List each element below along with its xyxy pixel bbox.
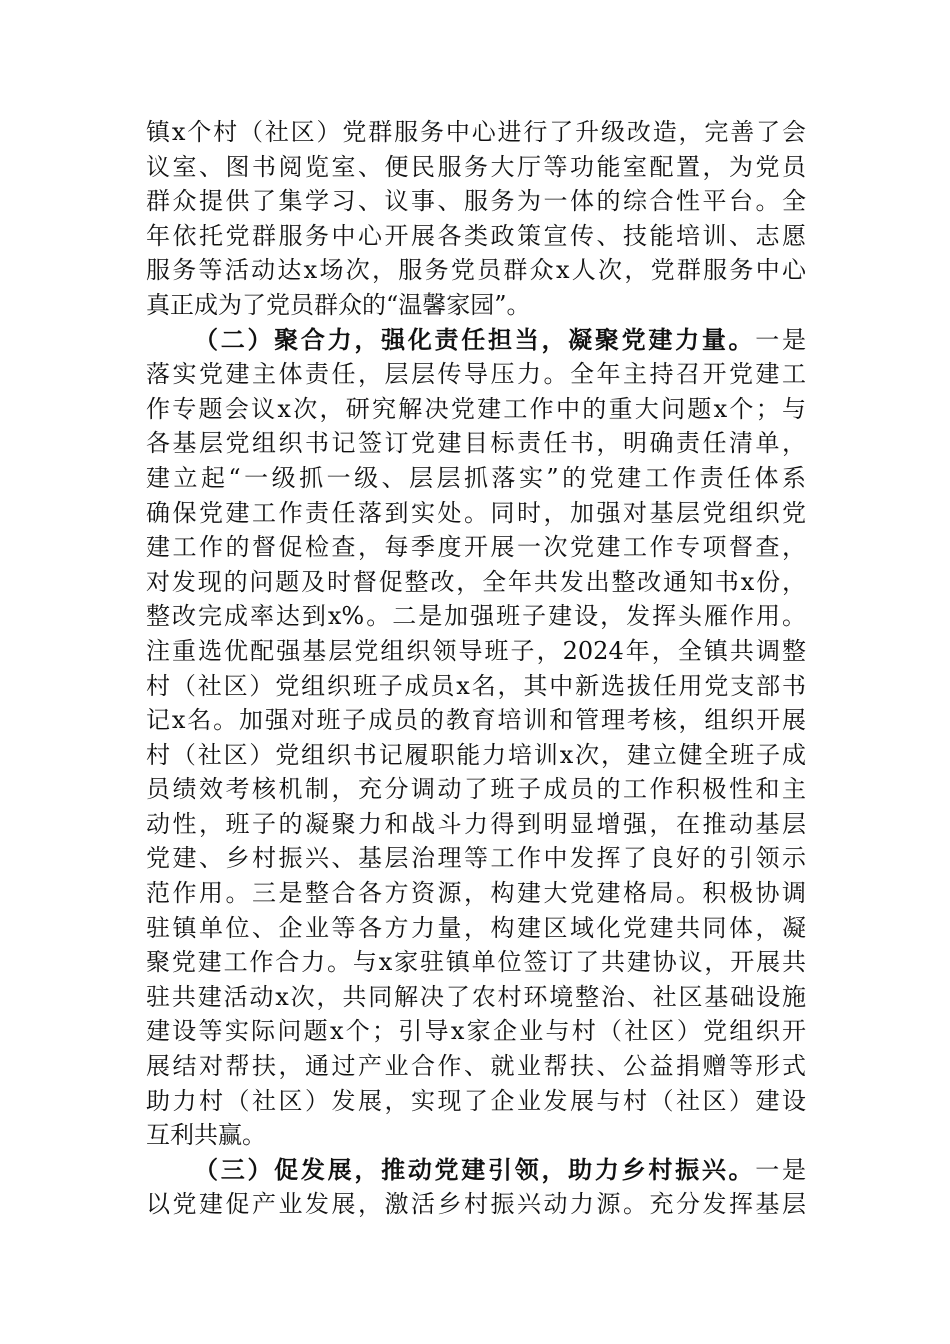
p2-line-6: 建工作的督促检查，每季度开展一次党建工作专项督查， bbox=[146, 533, 806, 562]
p2-line-18: 聚党建工作合力。与x家驻镇单位签订了共建协议，开展共 bbox=[146, 948, 806, 977]
p2-line-11: 记x名。加强对班子成员的教育培训和管理考核，组织开展 bbox=[146, 706, 806, 735]
p2-first-line-rest: 一是 bbox=[755, 325, 807, 354]
p2-line-20: 建设等实际问题x个；引导x家企业与村（社区）党组织开 bbox=[146, 1017, 806, 1046]
section-heading-2: （二）聚合力，强化责任担当，凝聚党建力量。 bbox=[194, 324, 756, 354]
p1-line-1: 镇x个村（社区）党群服务中心进行了升级改造，完善了会 bbox=[146, 118, 806, 146]
p3-line-1: 以党建促产业发展，激活乡村振兴动力源。充分发挥基层 bbox=[146, 1190, 806, 1219]
p2-line-1: 落实党建主体责任，层层传导压力。全年主持召开党建工 bbox=[146, 360, 806, 389]
p2-line-19: 驻共建活动x次，共同解决了农村环境整治、社区基础设施 bbox=[146, 982, 806, 1011]
p1-line-2: 议室、图书阅览室、便民服务大厅等功能室配置，为党员 bbox=[146, 152, 806, 181]
p1-line-4: 年依托党群服务中心开展各类政策宣传、技能培训、志愿 bbox=[146, 221, 806, 250]
p2-line-17: 驻镇单位、企业等各方力量，构建区域化党建共同体，凝 bbox=[146, 913, 806, 942]
p2-line-13: 员绩效考核机制，充分调动了班子成员的工作积极性和主 bbox=[146, 775, 806, 804]
p2-line-9: 注重选优配强基层党组织领导班子，2024年，全镇共调整 bbox=[146, 636, 806, 665]
p2-first-line bbox=[146, 323, 806, 358]
p2-line-23: 互利共赢。 bbox=[146, 1121, 266, 1150]
p2-line-5: 确保党建工作责任落到实处。同时，加强对基层党组织党 bbox=[146, 498, 806, 527]
p2-line-12: 村（社区）党组织书记履职能力培训x次，建立健全班子成 bbox=[146, 740, 806, 769]
section-heading-3: （三）促发展，推动党建引领，助力乡村振兴。 bbox=[194, 1154, 756, 1184]
p2-line-10: 村（社区）党组织班子成员x名，其中新选拔任用党支部书 bbox=[146, 671, 806, 700]
p2-line-8: 整改完成率达到x%。二是加强班子建设，发挥头雁作用。 bbox=[146, 602, 806, 631]
p2-line-21: 展结对帮扶，通过产业合作、就业帮扶、公益捐赠等形式 bbox=[146, 1052, 806, 1081]
p2-line-22: 助力村（社区）发展，实现了企业发展与村（社区）建设 bbox=[146, 1086, 806, 1115]
p1-line-3: 群众提供了集学习、议事、服务为一体的综合性平台。全 bbox=[146, 187, 806, 216]
p3-first-line bbox=[146, 1153, 806, 1188]
p2-line-7: 对发现的问题及时督促整改，全年共发出整改通知书x份， bbox=[146, 567, 806, 596]
p2-line-16: 范作用。三是整合各方资源，构建大党建格局。积极协调 bbox=[146, 879, 806, 908]
p2-line-3: 各基层党组织书记签订党建目标责任书，明确责任清单， bbox=[146, 429, 806, 458]
p2-line-2: 作专题会议x次，研究解决党建工作中的重大问题x个；与 bbox=[146, 394, 806, 423]
p2-line-15: 党建、乡村振兴、基层治理等工作中发挥了良好的引领示 bbox=[146, 844, 806, 873]
body-text bbox=[146, 115, 806, 1222]
p1-line-6: 真正成为了党员群众的“温馨家园”。 bbox=[146, 290, 531, 319]
p2-line-4: 建立起“一级抓一级、层层抓落实”的党建工作责任体系 bbox=[146, 463, 806, 492]
p1-line-5: 服务等活动达x场次，服务党员群众x人次，党群服务中心 bbox=[146, 256, 806, 285]
p3-first-line-rest: 一是 bbox=[755, 1155, 807, 1184]
p2-line-14: 动性，班子的凝聚力和战斗力得到明显增强，在推动基层 bbox=[146, 809, 806, 838]
